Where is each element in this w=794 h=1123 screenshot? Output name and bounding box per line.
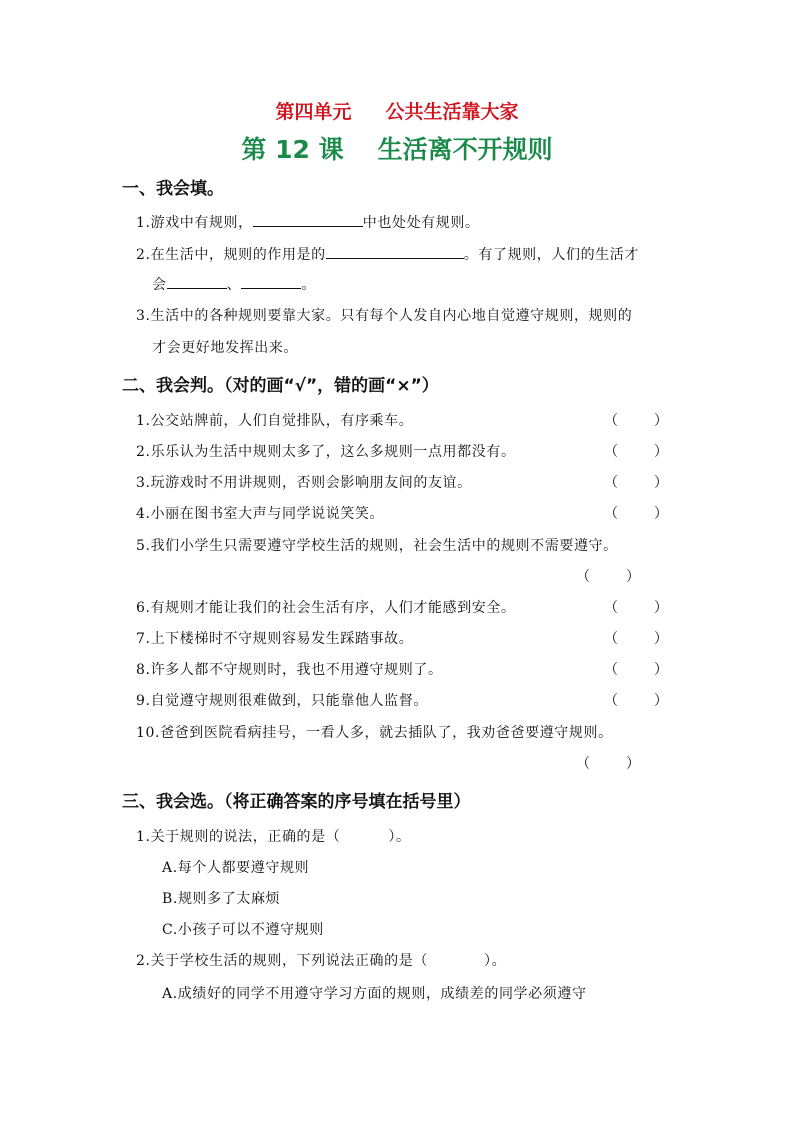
- question-number: 1.: [136, 829, 151, 845]
- paren-open: （: [604, 413, 618, 429]
- paren-open: （: [604, 506, 618, 522]
- question-number: 5.: [136, 538, 151, 554]
- judge-item-text: 上下楼梯时不守规则容易发生踩踏事故。: [150, 631, 414, 647]
- unit-number: 第四单元: [275, 101, 352, 123]
- judge-item: [136, 535, 618, 555]
- question-number: 10.: [136, 725, 161, 741]
- lesson-name: 生活离不开规则: [377, 135, 553, 164]
- paren-close: ）: [654, 413, 668, 429]
- paren-close: ）: [654, 662, 668, 678]
- judge-item-text: 公交站牌前，人们自觉排队，有序乘车。: [150, 413, 414, 429]
- paren-close: ）: [654, 475, 668, 491]
- paren-close: ）: [654, 506, 668, 522]
- answer-paren[interactable]: [604, 628, 668, 648]
- choice-option: A.每个人都要遵守规则: [162, 860, 310, 876]
- fill-question-3-line2: 才会更好地发挥出来。: [152, 340, 298, 356]
- answer-paren[interactable]: [604, 597, 668, 617]
- judge-item: [136, 597, 516, 617]
- question-number: 6.: [136, 600, 151, 616]
- question-number: 7.: [136, 631, 151, 647]
- paren-open: （: [576, 756, 590, 772]
- choice-question-1: 1.关于规则的说法，正确的是（ ）。: [136, 829, 411, 845]
- judge-item: [136, 659, 443, 679]
- paren-close: ）: [626, 569, 640, 585]
- answer-blank[interactable]: [167, 274, 227, 289]
- paren-close: ）: [654, 631, 668, 647]
- paren-open: （: [604, 600, 618, 616]
- judge-item: [136, 628, 413, 648]
- fill-question-2-line2: 会 、 。: [152, 274, 316, 294]
- judge-item: [136, 472, 472, 492]
- paren-close: ）: [626, 756, 640, 772]
- answer-paren[interactable]: [576, 566, 640, 586]
- question-number: 1.: [136, 413, 151, 429]
- paren-open: （: [604, 662, 618, 678]
- answer-paren[interactable]: [604, 472, 668, 492]
- unit-theme: 公共生活靠大家: [385, 101, 519, 123]
- judge-item-text: 有规则才能让我们的社会生活有序，人们才能感到安全。: [150, 600, 516, 616]
- paren-open: （: [604, 631, 618, 647]
- section-judge-title: 二、我会判。（对的画“√”，错的画“×”）: [122, 376, 439, 396]
- lesson-title: [0, 130, 794, 166]
- fill-question-2: 2.在生活中，规则的作用是的 。有了规则，人们的生活才: [136, 244, 639, 264]
- question-number: 1.: [136, 215, 151, 231]
- judge-item-text: 乐乐认为生活中规则太多了，这么多规则一点用都没有。: [150, 444, 516, 460]
- answer-paren[interactable]: [604, 503, 668, 523]
- answer-blank[interactable]: [326, 244, 464, 259]
- question-number: 4.: [136, 506, 151, 522]
- section-fill-title: 一、我会填。: [122, 179, 224, 199]
- judge-item: [136, 503, 384, 523]
- judge-item: [136, 690, 428, 710]
- answer-blank[interactable]: [253, 212, 363, 227]
- question-number: 3.: [136, 308, 151, 324]
- question-number: 3.: [136, 475, 151, 491]
- judge-item-text: 小丽在图书室大声与同学说说笑笑。: [150, 506, 385, 522]
- section-choose-title: 三、我会选。（将正确答案的序号填在括号里）: [122, 792, 471, 812]
- paren-close: ）: [654, 444, 668, 460]
- question-number: 2.: [136, 953, 151, 969]
- choice-option: A.成绩好的同学不用遵守学习方面的规则，成绩差的同学必须遵守: [162, 986, 587, 1002]
- paren-close: ）: [654, 693, 668, 709]
- judge-item: [136, 410, 413, 430]
- paren-close: ）: [654, 600, 668, 616]
- paren-open: （: [604, 693, 618, 709]
- fill-question-3: 3.生活中的各种规则要靠大家。只有每个人发自内心地自觉遵守规则，规则的: [136, 308, 633, 324]
- paren-open: （: [604, 475, 618, 491]
- judge-item: [136, 722, 613, 742]
- choice-option: B.规则多了太麻烦: [162, 891, 281, 907]
- judge-item-text: 我们小学生只需要遵守学校生活的规则，社会生活中的规则不需要遵守。: [150, 538, 618, 554]
- paren-open: （: [604, 444, 618, 460]
- fill-question-1: 1.游戏中有规则， 中也处处有规则。: [136, 212, 480, 232]
- answer-paren[interactable]: [604, 659, 668, 679]
- judge-item-text: 爸爸到医院看病挂号，一看人多，就去插队了，我劝爸爸要遵守规则。: [160, 725, 613, 741]
- unit-title: [0, 97, 794, 124]
- judge-item-text: 许多人都不守规则时，我也不用遵守规则了。: [150, 662, 443, 678]
- question-number: 2.: [136, 444, 151, 460]
- choice-question-2: 2.关于学校生活的规则，下列说法正确的是（ ）。: [136, 953, 507, 969]
- paren-open: （: [576, 569, 590, 585]
- answer-paren[interactable]: [604, 690, 668, 710]
- judge-item: [136, 441, 516, 461]
- answer-blank[interactable]: [241, 274, 301, 289]
- question-number: 9.: [136, 693, 151, 709]
- answer-paren[interactable]: [604, 441, 668, 461]
- question-number: 2.: [136, 247, 151, 263]
- choice-option: C.小孩子可以不遵守规则: [162, 922, 324, 938]
- lesson-number: 第 12 课: [241, 135, 344, 164]
- answer-paren[interactable]: [576, 753, 640, 773]
- answer-paren[interactable]: [604, 410, 668, 430]
- question-number: 8.: [136, 662, 151, 678]
- judge-item-text: 玩游戏时不用讲规则，否则会影响朋友间的友谊。: [150, 475, 472, 491]
- judge-item-text: 自觉遵守规则很难做到，只能靠他人监督。: [150, 693, 428, 709]
